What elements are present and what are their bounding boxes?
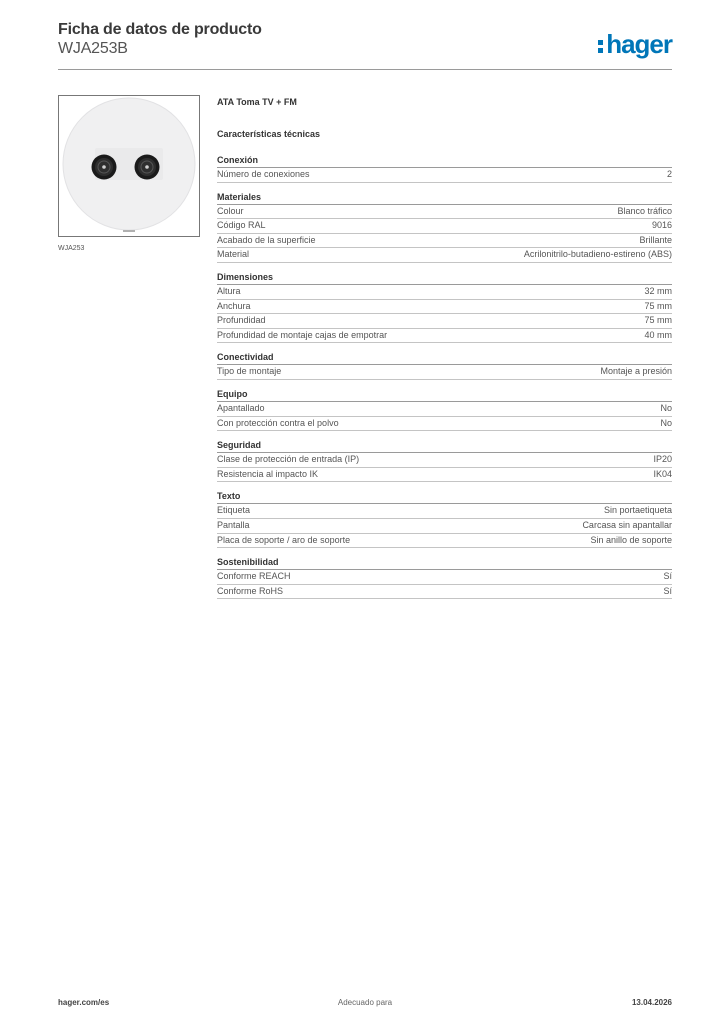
spec-section <box>217 556 672 599</box>
spec-section <box>217 271 672 343</box>
section-title: Conectividad <box>217 351 672 365</box>
section-title: Texto <box>217 490 672 504</box>
technical-characteristics-heading: Características técnicas <box>217 129 321 139</box>
spec-section <box>217 191 672 263</box>
page-header <box>58 20 672 70</box>
spec-row <box>217 519 672 534</box>
spec-label: Etiqueta <box>217 505 251 516</box>
image-caption: WJA253 <box>58 245 85 252</box>
spec-row <box>217 219 672 234</box>
spec-value: 75 mm <box>644 315 672 326</box>
spec-value: Montaje a presión <box>600 366 672 377</box>
spec-value: Sin portaetiqueta <box>603 505 672 516</box>
spec-value: Sí <box>663 585 672 596</box>
document-title: Ficha de datos de producto <box>58 21 262 38</box>
section-title: Equipo <box>217 388 672 402</box>
footer-date: 13.04.2026 <box>631 998 672 1007</box>
spec-value: 2 <box>666 169 672 179</box>
spec-label: Código RAL <box>217 220 266 231</box>
spec-section <box>217 388 672 431</box>
spec-row <box>217 300 672 315</box>
spec-value: Brillante <box>639 234 672 245</box>
spec-row <box>217 504 672 519</box>
spec-label: Profundidad de montaje cajas de empotrar <box>217 329 388 340</box>
logo-wordmark: hager <box>606 29 672 59</box>
spec-label: Placa de soporte / aro de soporte <box>217 534 351 545</box>
spec-label: Material <box>217 249 250 260</box>
page-footer <box>58 998 672 1010</box>
spec-value: Carcasa sin apantallar <box>582 519 672 530</box>
spec-row <box>217 570 672 585</box>
product-name: ATA Toma TV + FM <box>217 97 297 107</box>
spec-label: Conforme REACH <box>217 571 291 582</box>
spec-label: Pantalla <box>217 519 250 530</box>
spec-row <box>217 534 672 549</box>
spec-row <box>217 205 672 220</box>
spec-label: Número de conexiones <box>217 169 310 179</box>
section-title: Seguridad <box>217 439 672 453</box>
spec-section <box>217 351 672 380</box>
spec-row <box>217 329 672 344</box>
spec-value: Sí <box>663 571 672 582</box>
spec-label: Profundidad <box>217 315 266 326</box>
spec-row <box>217 468 672 483</box>
spec-row <box>217 585 672 600</box>
section-title: Sostenibilidad <box>217 556 672 570</box>
section-title: Dimensiones <box>217 271 672 285</box>
spec-row <box>217 248 672 263</box>
spec-label: Clase de protección de entrada (IP) <box>217 454 360 465</box>
spec-value: Sin anillo de soporte <box>590 534 672 545</box>
spec-section <box>217 490 672 548</box>
spec-value: IP20 <box>653 454 672 465</box>
logo-colon-mark <box>597 32 605 56</box>
spec-label: Conforme RoHS <box>217 585 284 596</box>
spec-value: 32 mm <box>644 285 672 296</box>
spec-row <box>217 285 672 300</box>
spec-value: Acrilonitrilo-butadieno-estireno (ABS) <box>523 249 672 260</box>
spec-value: 9016 <box>651 220 672 231</box>
footer-website: hager.com/es <box>58 998 110 1007</box>
spec-section <box>217 439 672 482</box>
spec-row <box>217 417 672 432</box>
spec-section <box>217 154 672 183</box>
spec-sections <box>217 154 672 599</box>
spec-label: Con protección contra el polvo <box>217 417 339 428</box>
spec-row <box>217 234 672 249</box>
spec-row <box>217 453 672 468</box>
spec-row <box>217 402 672 417</box>
spec-label: Altura <box>217 285 241 296</box>
spec-value: 40 mm <box>644 329 672 340</box>
spec-value: 75 mm <box>644 300 672 311</box>
header-divider <box>58 69 672 70</box>
spec-row <box>217 365 672 380</box>
spec-value: No <box>660 402 672 413</box>
product-image <box>58 95 200 237</box>
spec-label: Tipo de montaje <box>217 366 282 377</box>
section-title: Conexión <box>217 154 672 168</box>
spec-label: Anchura <box>217 300 251 311</box>
section-title: Materiales <box>217 191 672 205</box>
spec-label: Acabado de la superficie <box>217 234 316 245</box>
spec-content <box>217 96 672 607</box>
socket-outlet-illustration <box>59 96 199 236</box>
spec-value: IK04 <box>653 468 672 479</box>
spec-label: Resistencia al impacto IK <box>217 468 319 479</box>
spec-row <box>217 168 672 183</box>
spec-value: Blanco tráfico <box>617 205 672 216</box>
product-code: WJA253B <box>58 40 128 57</box>
spec-value: No <box>660 417 672 428</box>
spec-row <box>217 314 672 329</box>
footer-suitable-for: Adecuado para <box>337 998 393 1007</box>
hager-logo <box>597 28 672 60</box>
spec-label: Apantallado <box>217 402 265 413</box>
spec-label: Colour <box>217 205 244 216</box>
